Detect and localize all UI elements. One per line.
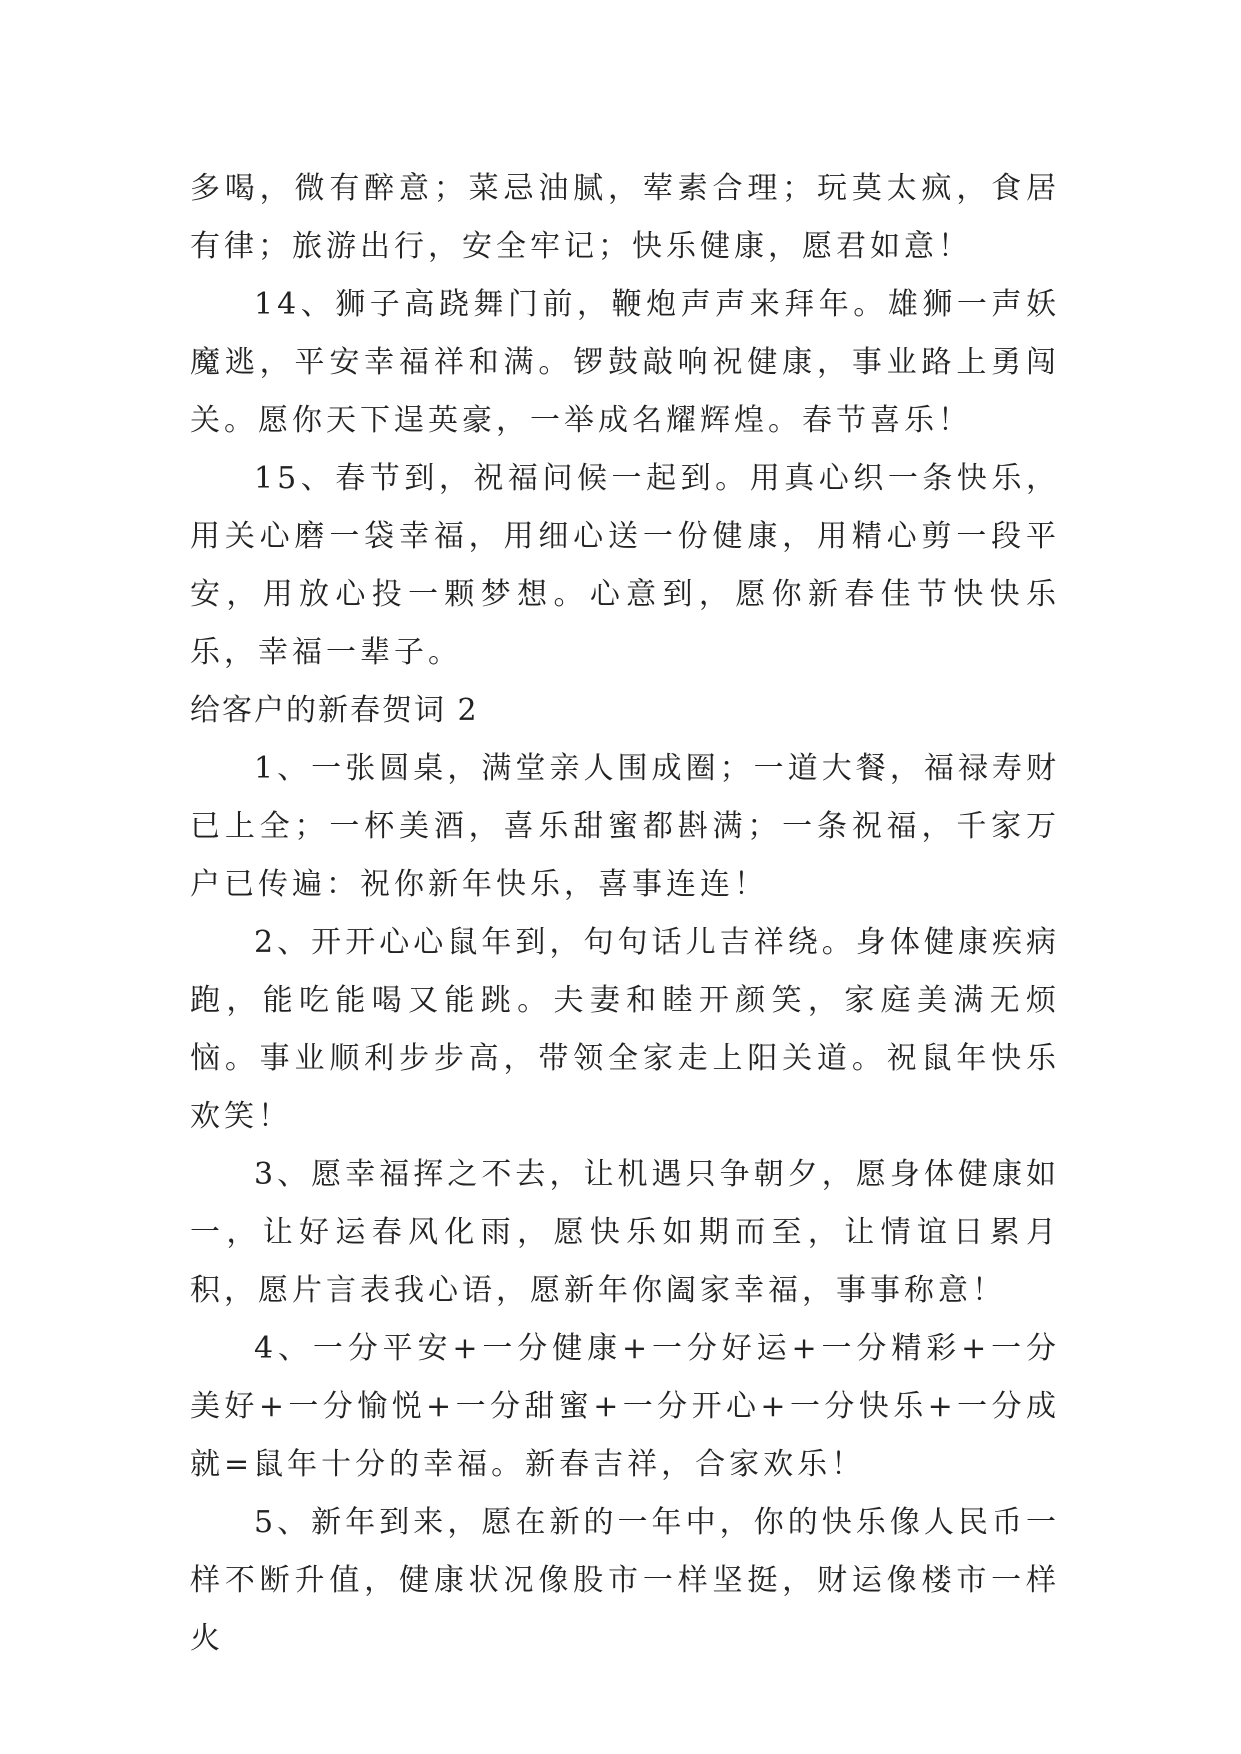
section-paragraph-3: 3、愿幸福挥之不去，让机遇只争朝夕，愿身体健康如一，让好运春风化雨，愿快乐如期而至，让情谊日累月积，愿片言表我心语，愿新年你阖家幸福，事事称意！ xyxy=(190,1157,1060,1308)
paragraph-14: 14、狮子高跷舞门前，鞭炮声声来拜年。雄狮一声妖魔逃，平安幸福祥和满。锣鼓敲响祝健康，事业路上勇闯关。愿你天下逞英豪，一举成名耀辉煌。春节喜乐！ xyxy=(190,287,1060,438)
paragraph-continued: 多喝，微有醉意；菜忌油腻，荤素合理；玩莫太疯，食居有律；旅游出行，安全牢记；快乐健康，愿君如意！ xyxy=(190,171,1060,264)
document-body xyxy=(190,160,1060,1668)
section-heading: 给客户的新春贺词 2 xyxy=(190,693,479,728)
section-paragraph-4: 4、一分平安+一分健康+一分好运+一分精彩+一分美好+一分愉悦+一分甜蜜+一分开心+一分快乐+一分成就=鼠年十分的幸福。新春吉祥，合家欢乐！ xyxy=(190,1331,1060,1482)
section-paragraph-2: 2、开开心心鼠年到，句句话儿吉祥绕。身体健康疾病跑，能吃能喝又能跳。夫妻和睦开颜笑，家庭美满无烦恼。事业顺利步步高，带领全家走上阳关道。祝鼠年快乐欢笑！ xyxy=(190,925,1060,1134)
section-paragraph-1: 1、一张圆桌，满堂亲人围成圈；一道大餐，福禄寿财已上全；一杯美酒，喜乐甜蜜都斟满；一条祝福，千家万户已传遍：祝你新年快乐，喜事连连！ xyxy=(190,751,1060,902)
paragraph-15: 15、春节到，祝福问候一起到。用真心织一条快乐，用关心磨一袋幸福，用细心送一份健康，用精心剪一段平安，用放心投一颗梦想。心意到，愿你新春佳节快快乐乐，幸福一辈子。 xyxy=(190,461,1060,670)
section-paragraph-5: 5、新年到来，愿在新的一年中，你的快乐像人民币一样不断升值，健康状况像股市一样坚挺，财运像楼市一样火 xyxy=(190,1505,1060,1656)
